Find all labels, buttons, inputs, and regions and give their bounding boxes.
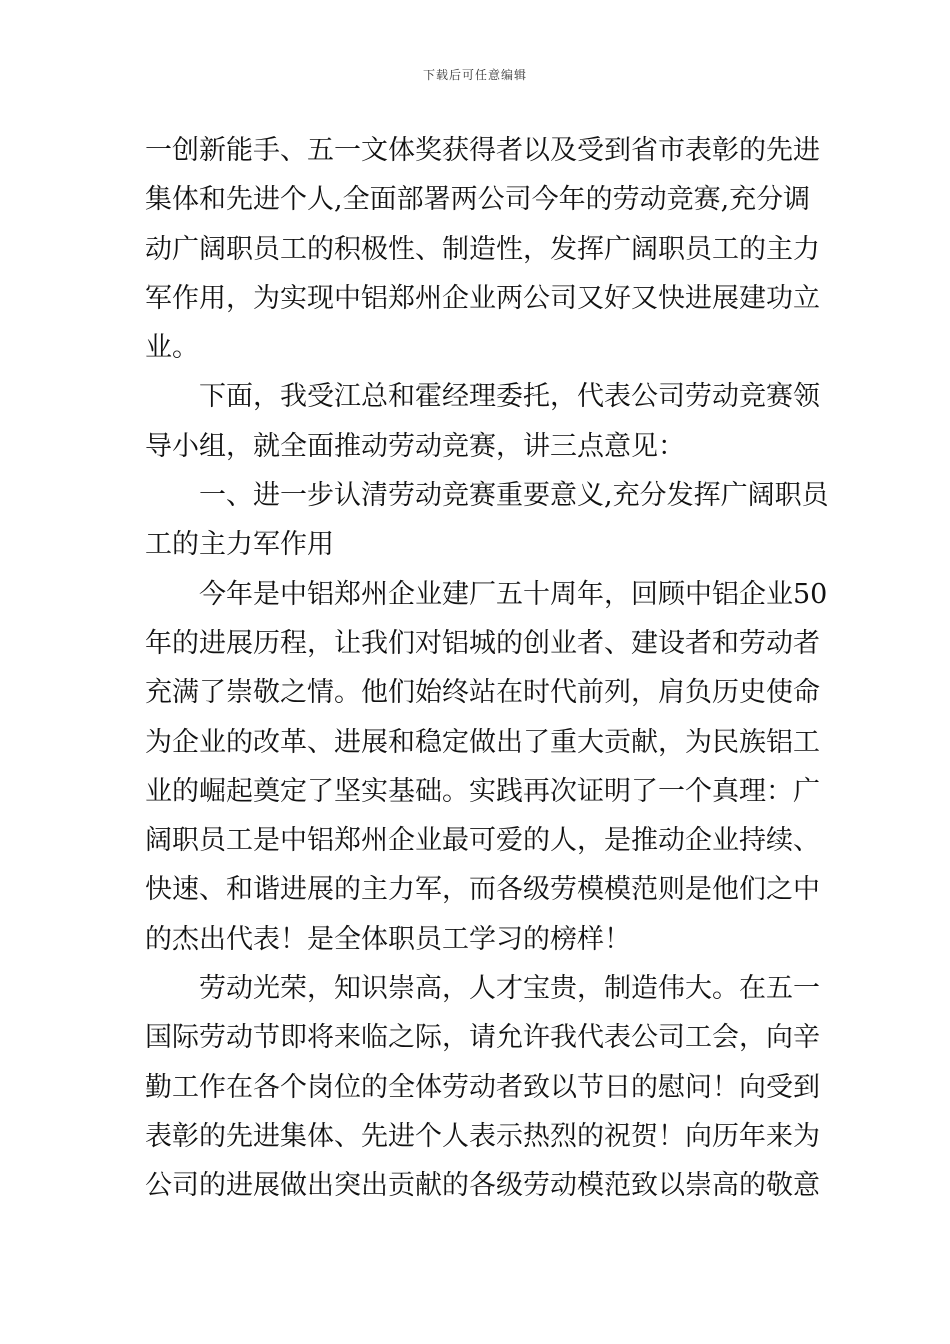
text-line: 一创新能手、五一文体奖获得者以及受到省市表彰的先进 (145, 135, 820, 166)
text-line: 年的进展历程，让我们对铝城的创业者、建设者和劳动者 (145, 627, 820, 659)
text-line: 劳动光荣，知识崇高，人才宝贵，制造伟大。在五一 (199, 973, 820, 1005)
text-line: 今年是中铝郑州企业建厂五十周年，回顾中铝企业50 (199, 578, 828, 610)
text-line: 业的崛起奠定了坚实基础。实践再次证明了一个真理：广 (145, 775, 820, 807)
document-body (145, 126, 829, 1211)
text-line: 阔职员工是中铝郑州企业最可爱的人，是推动企业持续、 (145, 825, 820, 857)
text-line: 勤工作在各个岗位的全体劳动者致以节日的慰问！向受到 (145, 1071, 820, 1103)
text-line: 表彰的先进集体、先进个人表示热烈的祝贺！向历年来为 (145, 1120, 820, 1152)
text-line: 导小组，就全面推动劳动竞赛，讲三点意见： (145, 430, 685, 462)
page-header-note: 下载后可任意编辑 (422, 68, 527, 82)
text-line: 公司的进展做出突出贡献的各级劳动模范致以崇高的敬意 (145, 1170, 820, 1202)
text-line: 军作用，为实现中铝郑州企业两公司又好又快进展建功立 (145, 282, 820, 314)
section-heading-line: 一、进一步认清劳动竞赛重要意义,充分发挥广阔职员 (199, 480, 829, 512)
text-line: 集体和先进个人,全面部署两公司今年的劳动竞赛,充分调 (145, 184, 811, 216)
text-line: 下面，我受江总和霍经理委托，代表公司劳动竞赛领 (199, 381, 820, 413)
text-line: 快速、和谐进展的主力军，而各级劳模模范则是他们之中 (145, 874, 820, 906)
text-line: 国际劳动节即将来临之际，请允许我代表公司工会，向辛 (145, 1022, 820, 1054)
text-line: 动广阔职员工的积极性、制造性，发挥广阔职员工的主力 (145, 233, 820, 265)
text-line: 的杰出代表！是全体职员工学习的榜样！ (145, 923, 631, 955)
text-line: 业。 (145, 332, 199, 364)
section-heading-line: 工的主力军作用 (145, 529, 334, 561)
text-line: 充满了崇敬之情。他们始终站在时代前列，肩负历史使命 (145, 677, 820, 709)
text-line: 为企业的改革、进展和稳定做出了重大贡献，为民族铝工 (145, 726, 820, 758)
